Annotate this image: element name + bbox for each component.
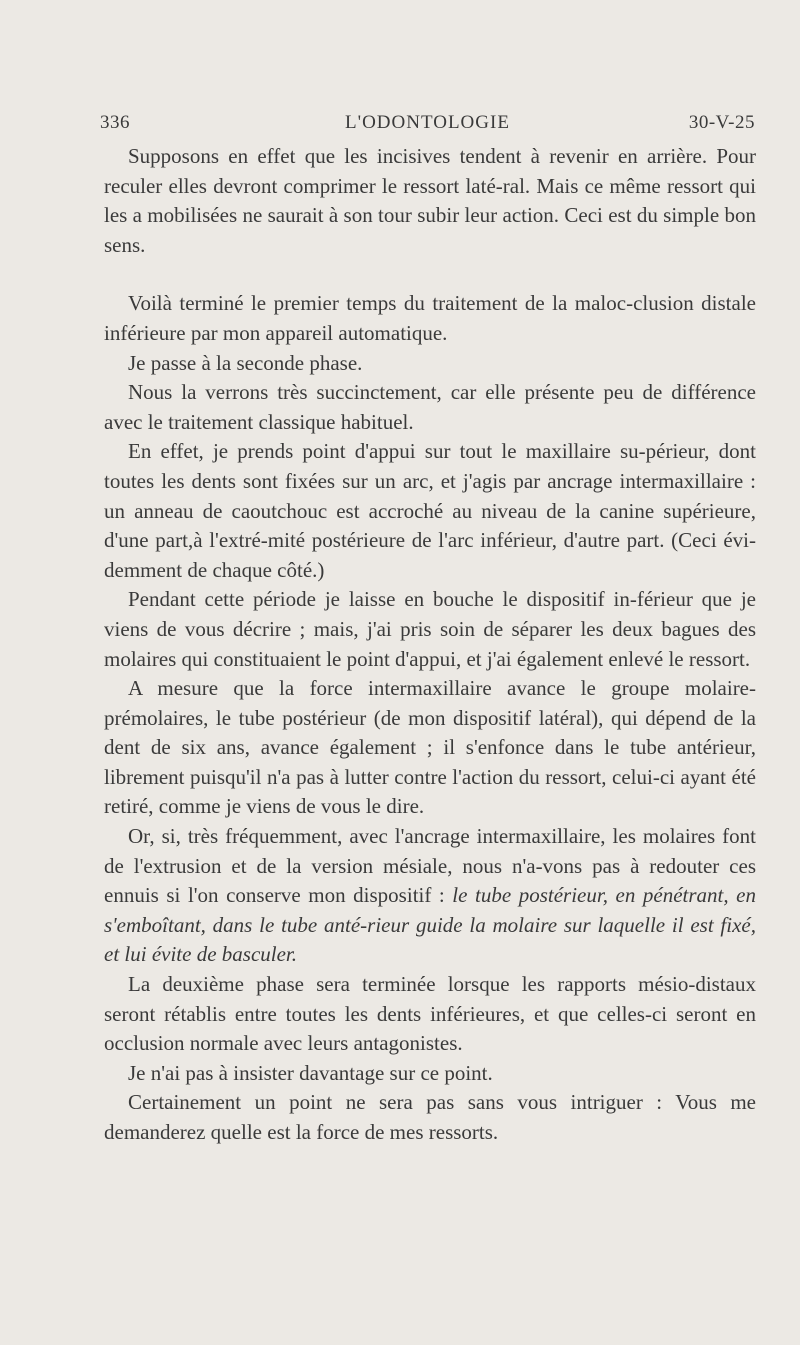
- paragraph: A mesure que la force intermaxillaire avance le groupe molaire-prémolaires, le tube postérieur (de mon dispositif latéral), qui dépend de la dent de six ans, avance également ; il s'enfonce dans le tube antérieur, librement puisqu'il n'a pas à lutter contre l'action du ressort, celui-ci ayant été retiré, comme je viens de vous le dire.: [104, 676, 756, 819]
- running-header: [100, 112, 755, 142]
- page-number: 336: [100, 112, 130, 133]
- paragraph: Supposons en effet que les incisives tendent à revenir en arrière. Pour reculer elles devront comprimer le ressort laté-ral. Mais ce même ressort qui les a mobilisées ne saurait à son tour subir leur action. Ceci est du simple bon sens.: [104, 144, 756, 257]
- paragraph: Voilà terminé le premier temps du traitement de la maloc-clusion distale inférieure par mon appareil automatique.: [104, 291, 756, 345]
- paragraph: En effet, je prends point d'appui sur tout le maxillaire su-périeur, dont toutes les dents sont fixées sur un arc, et j'agis par ancrage intermaxillaire : un anneau de caoutchouc est accroché au niveau de la canine supérieure, d'une part,à l'extré-mité postérieure de l'arc inférieur, d'autre part. (Ceci évi-demment de chaque côté.): [104, 439, 756, 582]
- paragraph-italic-text: le tube postérieur, en pénétrant, en s'emboîtant, dans le tube anté-rieur guide la molaire sur laquelle il est fixé, et lui évite de basculer.: [104, 883, 756, 967]
- paragraph-mixed: [104, 822, 756, 970]
- paragraph: Je passe à la seconde phase.: [128, 350, 363, 375]
- issue-date: 30-V-25: [688, 112, 755, 133]
- journal-title: L'ODONTOLOGIE: [345, 112, 510, 133]
- body-text: [104, 142, 756, 1148]
- paragraph: La deuxième phase sera terminée lorsque les rapports mésio-distaux seront rétablis entre toutes les dents inférieures, et que celles-ci seront en occlusion normale avec leurs antagonistes.: [104, 972, 756, 1056]
- paragraph: Certainement un point ne sera pas sans vous intriguer : Vous me demanderez quelle est la force de mes ressorts.: [104, 1090, 756, 1144]
- paragraph: Je n'ai pas à insister davantage sur ce point.: [128, 1060, 493, 1085]
- paragraph: Pendant cette période je laisse en bouche le dispositif in-férieur que je viens de vous décrire ; mais, j'ai pris soin de séparer les deux bagues des molaires qui constituaient le point d'appui, et j'ai également enlevé le ressort.: [104, 587, 756, 671]
- paragraph-text: Or, si, très fréquemment, avec l'ancrage intermaxillaire, les molaires font de l'extrusion et de la version mésiale, nous n'a-vons pas à redouter ces ennuis si l'on conserve mon dispositif :: [104, 824, 756, 908]
- paragraph: Nous la verrons très succinctement, car elle présente peu de différence avec le traitement classique habituel.: [104, 380, 756, 434]
